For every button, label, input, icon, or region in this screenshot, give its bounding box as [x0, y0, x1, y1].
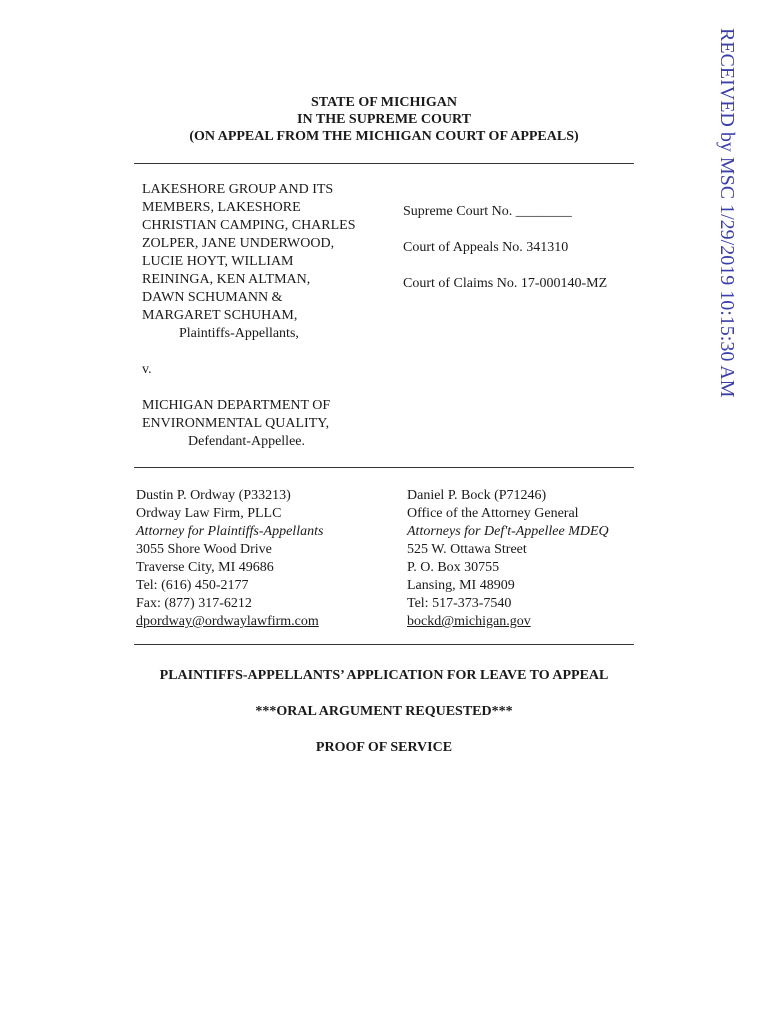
counsel-role: Attorneys for Def't-Appellee MDEQ [407, 524, 609, 539]
proof-of-service: PROOF OF SERVICE [315, 740, 453, 755]
divider-top [134, 163, 634, 164]
counsel-address: 525 W. Ottawa Street [407, 542, 527, 557]
defendant-role: Defendant-Appellee. [188, 434, 305, 449]
counsel-address: 3055 Shore Wood Drive [136, 542, 272, 557]
counsel-tel: Tel: (616) 450-2177 [136, 578, 249, 593]
header-appeal: (ON APPEAL FROM THE MICHIGAN COURT OF APPEALS) [189, 129, 579, 144]
counsel-fax: Fax: (877) 317-6212 [136, 596, 252, 611]
counsel-address: P. O. Box 30755 [407, 560, 500, 575]
plaintiff-line: LUCIE HOYT, WILLIAM [142, 254, 294, 269]
counsel-office: Office of the Attorney General [407, 506, 579, 521]
counsel-tel: Tel: 517-373-7540 [407, 596, 512, 611]
plaintiff-line: MARGARET SCHUHAM, [142, 308, 298, 323]
court-of-claims-number: Court of Claims No. 17-000140-MZ [403, 276, 608, 291]
court-header [134, 94, 634, 145]
counsel-name: Dustin P. Ordway (P33213) [136, 488, 291, 503]
counsel-address: Lansing, MI 48909 [407, 578, 515, 593]
document-title: PLAINTIFFS-APPELLANTS’ APPLICATION FOR LEAVE TO APPEAL [159, 668, 609, 683]
counsel-name: Daniel P. Bock (P71246) [407, 488, 547, 503]
counsel-email-link[interactable]: bockd@michigan.gov [407, 614, 531, 629]
counsel-firm: Ordway Law Firm, PLLC [136, 506, 282, 521]
received-stamp: RECEIVED by MSC 1/29/2019 10:15:30 AM [716, 28, 738, 398]
divider-bottom [134, 644, 634, 645]
counsel-email-link[interactable]: dpordway@ordwaylawfirm.com [136, 614, 319, 629]
plaintiff-line: ZOLPER, JANE UNDERWOOD, [142, 236, 335, 251]
plaintiff-role: Plaintiffs-Appellants, [179, 326, 299, 341]
court-of-appeals-number: Court of Appeals No. 341310 [403, 240, 569, 255]
plaintiff-line: REININGA, KEN ALTMAN, [142, 272, 311, 287]
defendant-line: ENVIRONMENTAL QUALITY, [142, 416, 330, 431]
plaintiff-line: CHRISTIAN CAMPING, CHARLES [142, 218, 356, 233]
header-court: IN THE SUPREME COURT [297, 112, 471, 127]
case-numbers [403, 203, 663, 311]
counsel-address: Traverse City, MI 49686 [136, 560, 274, 575]
caption-parties [142, 181, 392, 451]
divider-middle [134, 467, 634, 468]
plaintiff-line: LAKESHORE GROUP AND ITS [142, 182, 334, 197]
plaintiff-line: MEMBERS, LAKESHORE [142, 200, 301, 215]
plaintiff-counsel-block [136, 487, 386, 631]
oral-argument-request: ***ORAL ARGUMENT REQUESTED*** [255, 704, 513, 719]
defendant-counsel-block [407, 487, 667, 631]
supreme-court-number: Supreme Court No. ________ [403, 204, 572, 219]
defendant-line: MICHIGAN DEPARTMENT OF [142, 398, 331, 413]
versus: v. [142, 362, 152, 377]
plaintiff-line: DAWN SCHUMANN & [142, 290, 283, 305]
header-state: STATE OF MICHIGAN [311, 95, 457, 110]
counsel-role: Attorney for Plaintiffs-Appellants [136, 524, 324, 539]
